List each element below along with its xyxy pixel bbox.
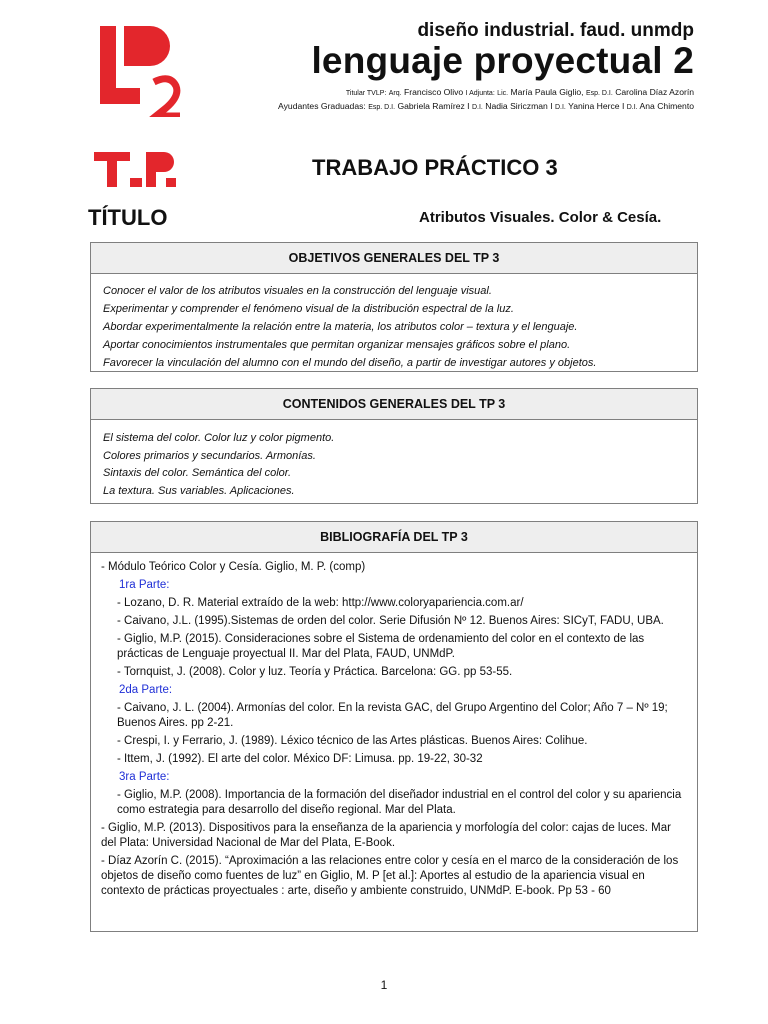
tp-title: TRABAJO PRÁCTICO 3: [312, 155, 558, 180]
objetivos-box: [90, 242, 698, 372]
staff-line-2: Ayudantes Graduadas: Esp. D.I. Gabriela Ramírez I D.I. Nadia Siriczman I D.I. Yanina Herce I D.I. Ana Chimento: [278, 101, 694, 111]
contenidos-list: [91, 420, 697, 508]
list-item: Abordar experimentalmente la relación entre la materia, los atributos color – textura y el lenguaje.: [103, 321, 578, 333]
list-item: Colores primarios y secundarios. Armonías.: [103, 449, 316, 462]
titulo-label: TÍTULO: [88, 205, 168, 230]
bib-item: - Crespi, I. y Ferrario, J. (1989). Léxico técnico de las Artes plásticas. Buenos Aires: Colihue.: [117, 735, 588, 747]
bib-item: - Giglio, M.P. (2008). Importancia de la formación del diseñador industrial en el control del color y su apariencia como estrategia para desarrollo del diseño regional. Mar del Plata.: [117, 789, 682, 816]
list-item: Favorecer la vinculación del alumno con el mundo del diseño, a partir de investigar autores y objetos.: [103, 357, 597, 369]
bibliografia-heading: BIBLIOGRAFÍA DEL TP 3: [91, 522, 697, 553]
tp-logo: [94, 152, 178, 187]
lp2-logo: [98, 22, 188, 117]
bib-part-1: 1ra Parte:: [119, 579, 170, 591]
objetivos-list: [91, 274, 697, 380]
bibliografia-list: [91, 553, 697, 909]
bib-item: - Lozano, D. R. Material extraído de la web: http://www.coloryapariencia.com.ar/: [117, 597, 524, 609]
bib-part-2: 2da Parte:: [119, 684, 173, 696]
list-item: Experimentar y comprender el fenómeno visual de la distribución espectral de la luz.: [103, 303, 514, 315]
contenidos-heading: CONTENIDOS GENERALES DEL TP 3: [91, 389, 697, 420]
bibliografia-box: [90, 521, 698, 932]
bib-part-3: 3ra Parte:: [119, 771, 170, 783]
objetivos-heading: OBJETIVOS GENERALES DEL TP 3: [91, 243, 697, 274]
bib-item: - Díaz Azorín C. (2015). “Aproximación a las relaciones entre color y cesía en el marco de la consideración de los objetos de diseño como fuentes de luz” en Giglio, M. P [et al.]: Aportes al estudio de la apariencia visual en contexto de prácticas proyectuales : arte, diseño y ambiente construido, UNMdP. E-book. Pp 53 - 60: [101, 855, 679, 897]
contenidos-box: [90, 388, 698, 504]
list-item: La textura. Sus variables. Aplicaciones.: [103, 484, 295, 497]
bib-item: - Tornquist, J. (2008). Color y luz. Teoría y Práctica. Barcelona: GG. pp 53-55.: [117, 666, 513, 678]
page-number: 1: [380, 978, 388, 992]
bib-item: - Giglio, M.P. (2013). Dispositivos para la enseñanza de la apariencia y morfología del color: cajas de luces. Mar del Plata: Universidad Nacional de Mar del Plata, E-Book.: [101, 822, 671, 849]
staff-credits: [278, 86, 694, 114]
bib-item: - Caivano, J. L. (2004). Armonías del color. En la revista GAC, del Grupo Argentino del Color; Año 7 – Nº 19; Buenos Aires. pp 2-21.: [117, 702, 668, 729]
list-item: Conocer el valor de los atributos visuales en la construcción del lenguaje visual.: [103, 285, 492, 297]
list-item: Aportar conocimientos instrumentales que permitan organizar mensajes gráficos sobre el plano.: [103, 339, 571, 351]
bib-item: - Ittem, J. (1992). El arte del color. México DF: Limusa. pp. 19-22, 30-32: [117, 753, 483, 765]
course-title: lenguaje proyectual 2: [311, 40, 694, 81]
list-item: El sistema del color. Color luz y color pigmento.: [103, 432, 335, 444]
titulo-value: Atributos Visuales. Color & Cesía.: [419, 209, 662, 226]
bib-intro: - Módulo Teórico Color y Cesía. Giglio, M. P. (comp): [101, 561, 366, 573]
list-item: Sintaxis del color. Semántica del color.: [103, 467, 292, 479]
institution-text: diseño industrial. faud. unmdp: [417, 20, 694, 41]
bib-item: - Giglio, M.P. (2015). Consideraciones sobre el Sistema de ordenamiento del color en el contexto de las prácticas de Lenguaje proyectual II. Mar del Plata, FAUD, UNMdP.: [117, 633, 645, 660]
bib-item: - Caivano, J.L. (1995).Sistemas de orden del color. Serie Difusión Nº 12. Buenos Aires: SICyT, FADU, UBA.: [117, 615, 664, 627]
staff-line-1: Titular TVLP: Arq. Francisco Olivo I Adjunta: Lic. María Paula Giglio, Esp. D.I. Carolina Díaz Azorín: [345, 87, 694, 97]
